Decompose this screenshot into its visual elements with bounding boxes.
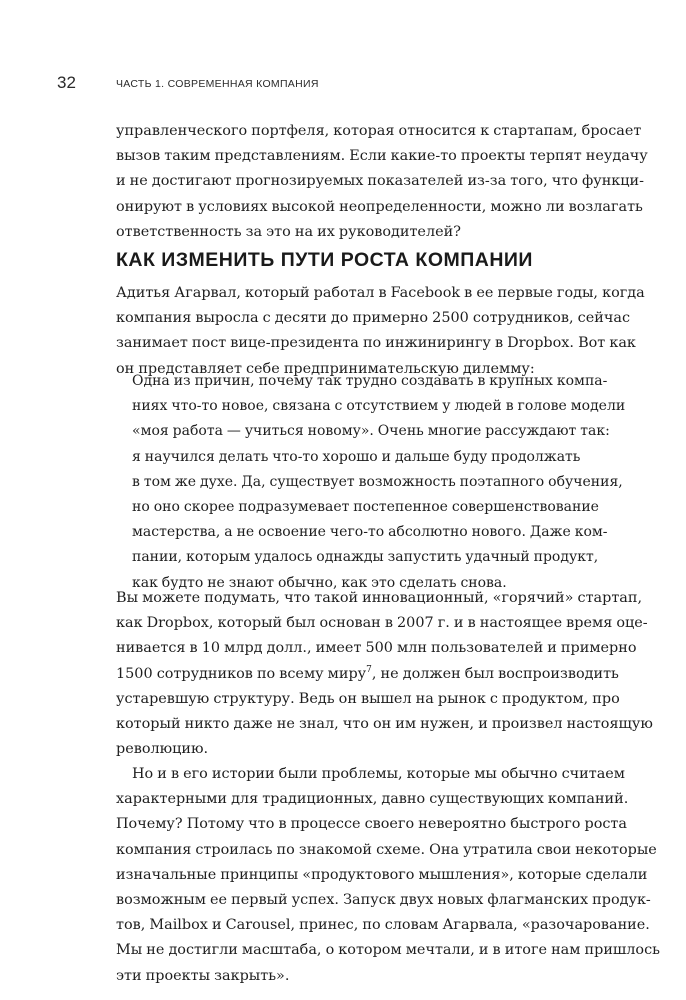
text-line: устаревшую структуру. Ведь он вышел на рынок с продуктом, про bbox=[116, 690, 620, 707]
quote-line: я научился делать что-то хорошо и дальше буду продолжать bbox=[132, 448, 581, 465]
text-line: компания выросла с десяти до примерно 2500 сотрудников, сейчас bbox=[116, 310, 630, 327]
text-line: Мы не достигли масштаба, о котором мечтали, и в итоге нам пришлось bbox=[116, 942, 660, 959]
paragraph-aditya bbox=[116, 281, 645, 382]
footnote-mark: 7 bbox=[366, 664, 372, 675]
block-quote bbox=[132, 369, 626, 596]
text-line: онируют в условиях высокой неопределенности, можно ли возлагать bbox=[116, 198, 643, 215]
page-number: 32 bbox=[57, 73, 76, 92]
quote-line: но оно скорее подразумевает постепенное совершенствование bbox=[132, 499, 599, 516]
running-header: ЧАСТЬ 1. СОВРЕМЕННАЯ КОМПАНИЯ bbox=[116, 78, 319, 90]
text-line bbox=[116, 762, 625, 787]
intro-paragraph bbox=[116, 119, 648, 245]
text-line: характерными для традиционных, давно существующих компаний. bbox=[116, 791, 629, 808]
text-fragment: , не должен был воспроизводить bbox=[371, 665, 619, 682]
quote-line: «моя работа — учиться новому». Очень многие рассуждают так: bbox=[132, 423, 610, 440]
text-line: как Dropbox, который был основан в 2007 г. и в настоящее время оце- bbox=[116, 615, 648, 632]
text-line: возможным ее первый успех. Запуск двух новых флагманских продук- bbox=[116, 892, 651, 909]
quote-line: мастерства, а не освоение чего-то абсолютно нового. Даже ком- bbox=[132, 524, 608, 541]
text-line: Вы можете подумать, что такой инновационный, «горячий» стартап, bbox=[116, 590, 643, 606]
text-line: он представляет себе предпринимательскую дилемму: bbox=[116, 360, 535, 377]
paragraph-problems bbox=[116, 762, 660, 989]
text-line: Почему? Потому что в процессе своего невероятно быстрого роста bbox=[116, 816, 627, 833]
text-line: изначальные принципы «продуктового мышления», которые сделали bbox=[116, 866, 648, 883]
text-line: управленческого портфеля, которая относится к стартапам, бросает bbox=[116, 123, 642, 139]
text-line: тов, Mailbox и Carousel, принес, по словам Агарвала, «разочарование. bbox=[116, 917, 650, 934]
text-line: Адитья Агарвал, который работал в Facebook в ее первые годы, когда bbox=[116, 285, 645, 301]
text-line: который никто даже не знал, что он им нужен, и произвел настоящую bbox=[116, 716, 653, 733]
paragraph-dropbox bbox=[116, 586, 653, 762]
text-line: компания строилась по знакомой схеме. Она утратила свои некоторые bbox=[116, 841, 657, 858]
quote-line: как будто не знают обычно, как это сделать снова. bbox=[132, 574, 507, 591]
text-line: ответственность за это на их руководителей? bbox=[116, 223, 461, 240]
text-line: занимает пост вице-президента по инжинирингу в Dropbox. Вот как bbox=[116, 335, 636, 352]
text-line: вызов таким представлениям. Если какие-то проекты терпят неудачу bbox=[116, 148, 648, 165]
quote-line: Одна из причин, почему так трудно создавать в крупных компа- bbox=[132, 373, 608, 389]
quote-line: пании, которым удалось однажды запустить удачный продукт, bbox=[132, 549, 599, 566]
quote-line: в том же духе. Да, существует возможность поэтапного обучения, bbox=[132, 473, 623, 490]
text-fragment: 1500 сотрудников по всему миру bbox=[116, 665, 367, 682]
text-line: эти проекты закрыть». bbox=[116, 967, 290, 984]
text-line: революцию. bbox=[116, 741, 209, 758]
text-line: и не достигают прогнозируемых показателей из-за того, что функци- bbox=[116, 173, 644, 190]
text-line: нивается в 10 млрд долл., имеет 500 млн пользователей и примерно bbox=[116, 640, 637, 657]
section-heading: КАК ИЗМЕНИТЬ ПУТИ РОСТА КОМПАНИИ bbox=[116, 249, 533, 271]
quote-line: ниях что-то новое, связана с отсутствием у людей в голове модели bbox=[132, 398, 626, 415]
text-line-footnote bbox=[116, 662, 619, 687]
text-fragment: Но и в его истории были проблемы, которые мы обычно считаем bbox=[132, 766, 625, 782]
